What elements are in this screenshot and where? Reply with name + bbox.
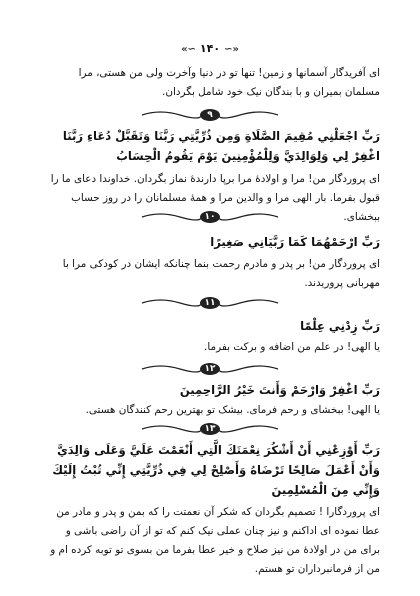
section-11-arabic: رَبِّ زِدْنِي عِلْمًا bbox=[300, 319, 380, 333]
section-12-translation: یا الهی! ببخشای و رحم فرمای. بیشک تو بهترین رحم کنندگان هستی. bbox=[85, 404, 380, 416]
section-10-translation: ای پروردگار من! بر پدر و مادرم رحمت بنما چنانکه ایشان در کودکی مرا با مهربانی پروریدند. bbox=[62, 258, 380, 289]
section-divider-10 bbox=[0, 210, 420, 224]
section-number-11: ۱۱ bbox=[204, 298, 216, 308]
section-divider-11 bbox=[0, 296, 420, 310]
section-number-12: ۱۲ bbox=[204, 364, 216, 374]
section-11-translation: یا الهی! در علم من اضافه و برکت بفرما. bbox=[204, 341, 380, 353]
section-9-translation: ای پروردگار من! مرا و اولادۀ مرا برپا دارندۀ نماز بگردان. خداوندا دعای ما را قبول بفرما. بار الهی مرا و والدین مرا و همۀ مسلمانان را در روز حساب ببخشای. bbox=[50, 173, 380, 223]
section-divider-13 bbox=[0, 422, 420, 436]
section-number-10: ۱۰ bbox=[204, 212, 216, 222]
section-number-9: ۹ bbox=[207, 110, 213, 120]
section-9-arabic: رَبِّ اجْعَلْنِي مُقِيمَ الصَّلَاةِ وَمِن ذُرِّيَّتِي رَبَّنَا وَتَقَبَّلْ دُعَاءِ رَبَّنَا اغْفِرْ لِي وَلِوَالِدَيَّ وَلِلْمُؤْمِنِينَ يَوْمَ يَقُومُ الْحِسَابُ bbox=[62, 129, 380, 163]
section-13-translation: ای پروردگارا ! تصمیم بگردان که شکر آن نعمتت را که بمن و پدر و مادر من عطا نموده ای اداکنم و نیز چنان عملی نیک کنم که تو از آن راضی باشی و برای من در اولادۀ من نیز صلاح و خیر عطا بفرما من بسوی تو توبه کرده ام و من از فرمانبرداران تو هستم. bbox=[50, 506, 380, 575]
page-number: ۱۴۰ bbox=[199, 42, 221, 55]
section-0-translation: ای آفریدگار آسمانها و زمین! تنها تو در دنیا وآخرت ولی من هستی، مرا مسلمان بمیران و با بندگان نیک خود شامل بگردان. bbox=[78, 67, 380, 98]
section-12-arabic: رَبِّ اغْفِرْ وَارْحَمْ وَأَنتَ خَيْرُ الرَّاحِمِينَ bbox=[179, 383, 380, 397]
section-number-13: ۱۳ bbox=[204, 424, 216, 434]
section-divider-9 bbox=[0, 108, 420, 122]
section-13-arabic: رَبِّ أَوْزِعْنِي أَنْ أَشْكُرَ نِعْمَتَكَ الَّتِي أَنْعَمْتَ عَلَيَّ وَعَلَى وَالِدَيَّ وَأَنْ أَعْمَلَ صَالِحًا تَرْضَاهُ وَأَصْلِحْ لِي فِي ذُرِّيَّتِي إِنِّي تُبْتُ إِلَيْكَ وَإِنِّي مِنَ الْمُسْلِمِينَ bbox=[52, 443, 380, 497]
section-10-arabic: رَبِّ ارْحَمْهُمَا كَمَا رَبَّيَانِي صَغِيرًا bbox=[210, 235, 380, 249]
ornament-left-icon: «∽ bbox=[181, 44, 196, 55]
section-divider-12 bbox=[0, 362, 420, 376]
page-number-header bbox=[0, 42, 420, 55]
ornament-right-icon: ∽» bbox=[224, 44, 239, 55]
